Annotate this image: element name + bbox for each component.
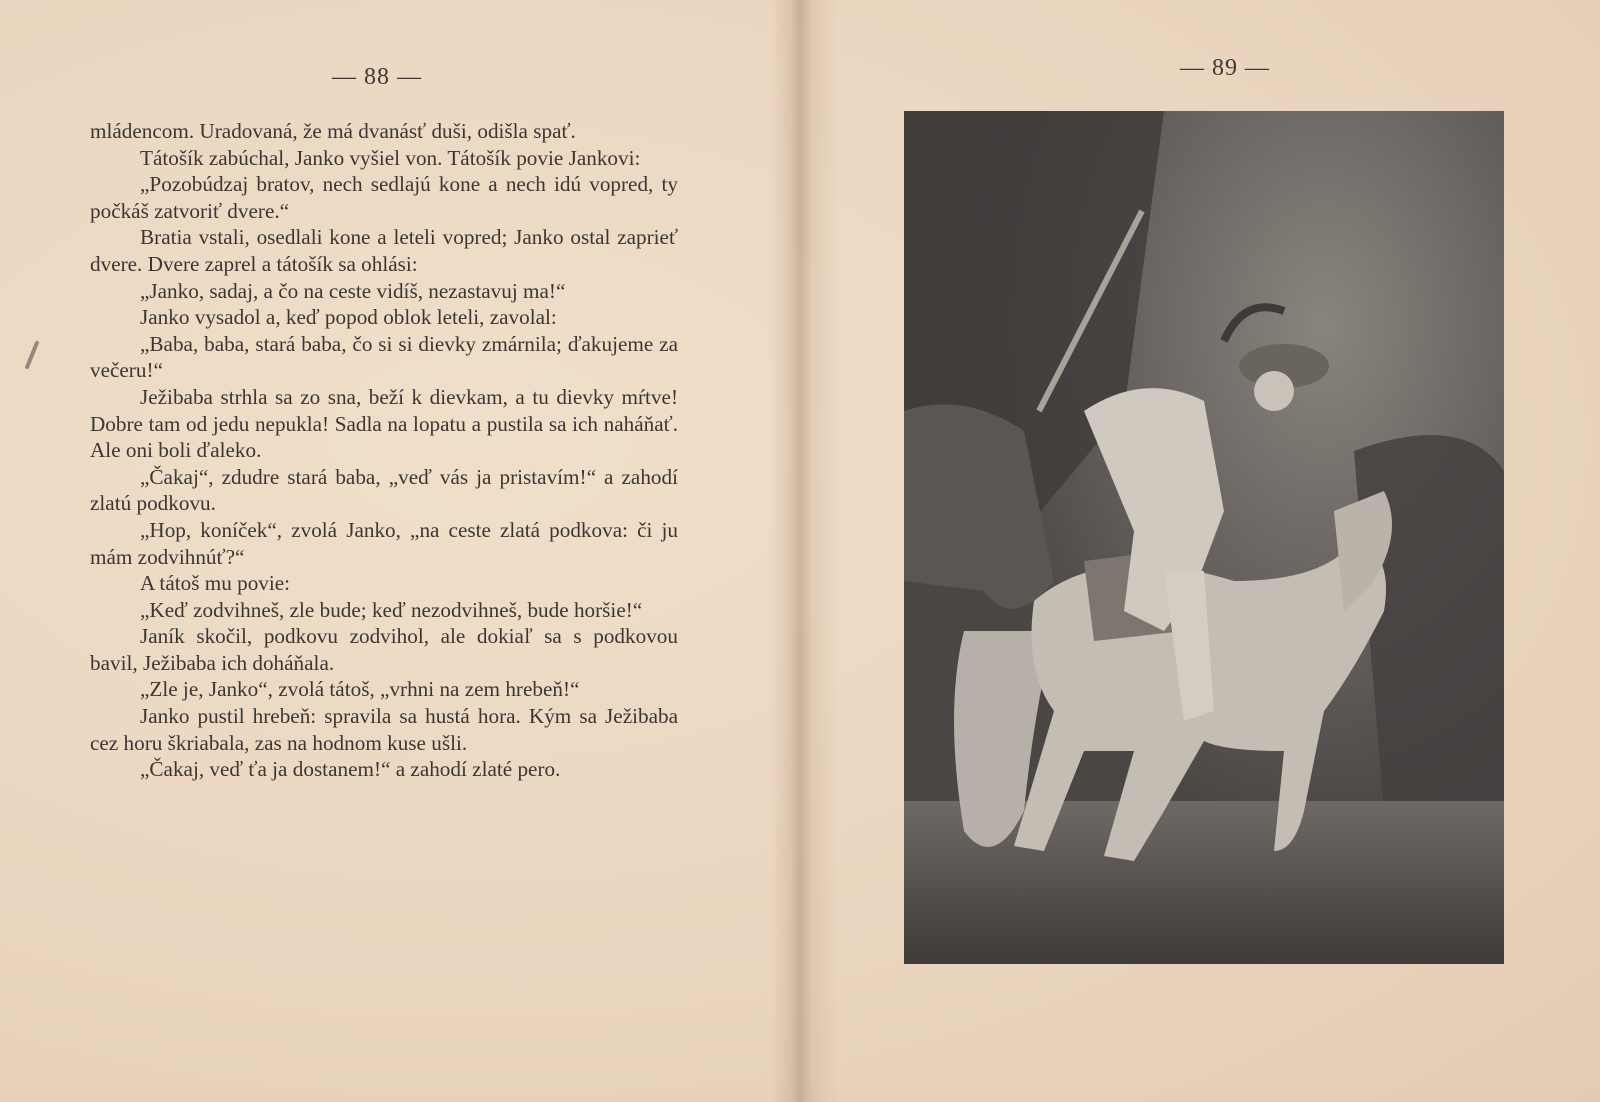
paragraph: Janík skočil, podkovu zodvihol, ale dokiaľ sa s podkovou bavil, Ježibaba ich doháňala.	[90, 624, 678, 675]
paragraph: „Janko, sadaj, a čo na ceste vidíš, nezastavuj ma!“	[140, 278, 566, 303]
illustration-drawing	[904, 111, 1504, 964]
pencil-mark	[25, 340, 40, 369]
rider-face	[1254, 371, 1294, 411]
illustration-rider-on-horse	[904, 111, 1504, 964]
page-text	[90, 118, 678, 783]
paragraph: Janko vysadol a, keď popod oblok leteli, zavolal:	[140, 305, 557, 330]
paragraph: „Pozobúdzaj bratov, nech sedlajú kone a nech idú vopred, ty počkáš zatvoriť dvere.“	[90, 172, 678, 223]
paragraph: mládencom. Uradovaná, že má dvanásť duši, odišla spať.	[90, 119, 576, 143]
paragraph: Ježibaba strhla sa zo sna, beží k dievkam, a tu dievky mŕtve! Dobre tam od jedu nepukla! Sadla na lopatu a pustila sa ich naháňať. Ale oni boli ďaleko.	[90, 384, 678, 463]
paragraph: „Čakaj“, zdudre stará baba, „veď vás ja pristavím!“ a zahodí zlatú podkovu.	[90, 464, 678, 516]
paragraph: A tátoš mu povie:	[140, 571, 291, 596]
paragraph: Bratia vstali, osedlali kone a leteli vopred; Janko ostal zaprieť dvere. Dvere zaprel a tátošík sa ohlási:	[90, 225, 678, 276]
paragraph: „Čakaj, veď ťa ja dostanem!“ a zahodí zlaté pero.	[140, 757, 561, 782]
paragraph: „Baba, baba, stará baba, čo si si dievky zmárnila; ďakujeme za večeru!“	[90, 331, 678, 383]
right-page	[800, 0, 1600, 1102]
paragraph: „Zle je, Janko“, zvolá tátoš, „vrhni na zem hrebeň!“	[140, 677, 580, 702]
page-number-88: — 88 —	[332, 64, 422, 90]
paragraph: Janko pustil hrebeň: spravila sa hustá hora. Kým sa Ježibaba cez horu škriabala, zas na hodnom kuse ušli.	[90, 704, 678, 755]
paragraph: „Hop, koníček“, zvolá Janko, „na ceste zlatá podkova: či ju mám zodvihnúť?“	[90, 517, 678, 569]
page-number-89: — 89 —	[1180, 55, 1270, 81]
paragraph: Tátošík zabúchal, Janko vyšiel von. Tátošík povie Jankovi:	[140, 145, 641, 170]
paragraph: „Keď zodvihneš, zle bude; keď nezodvihneš, bude horšie!“	[140, 597, 643, 622]
